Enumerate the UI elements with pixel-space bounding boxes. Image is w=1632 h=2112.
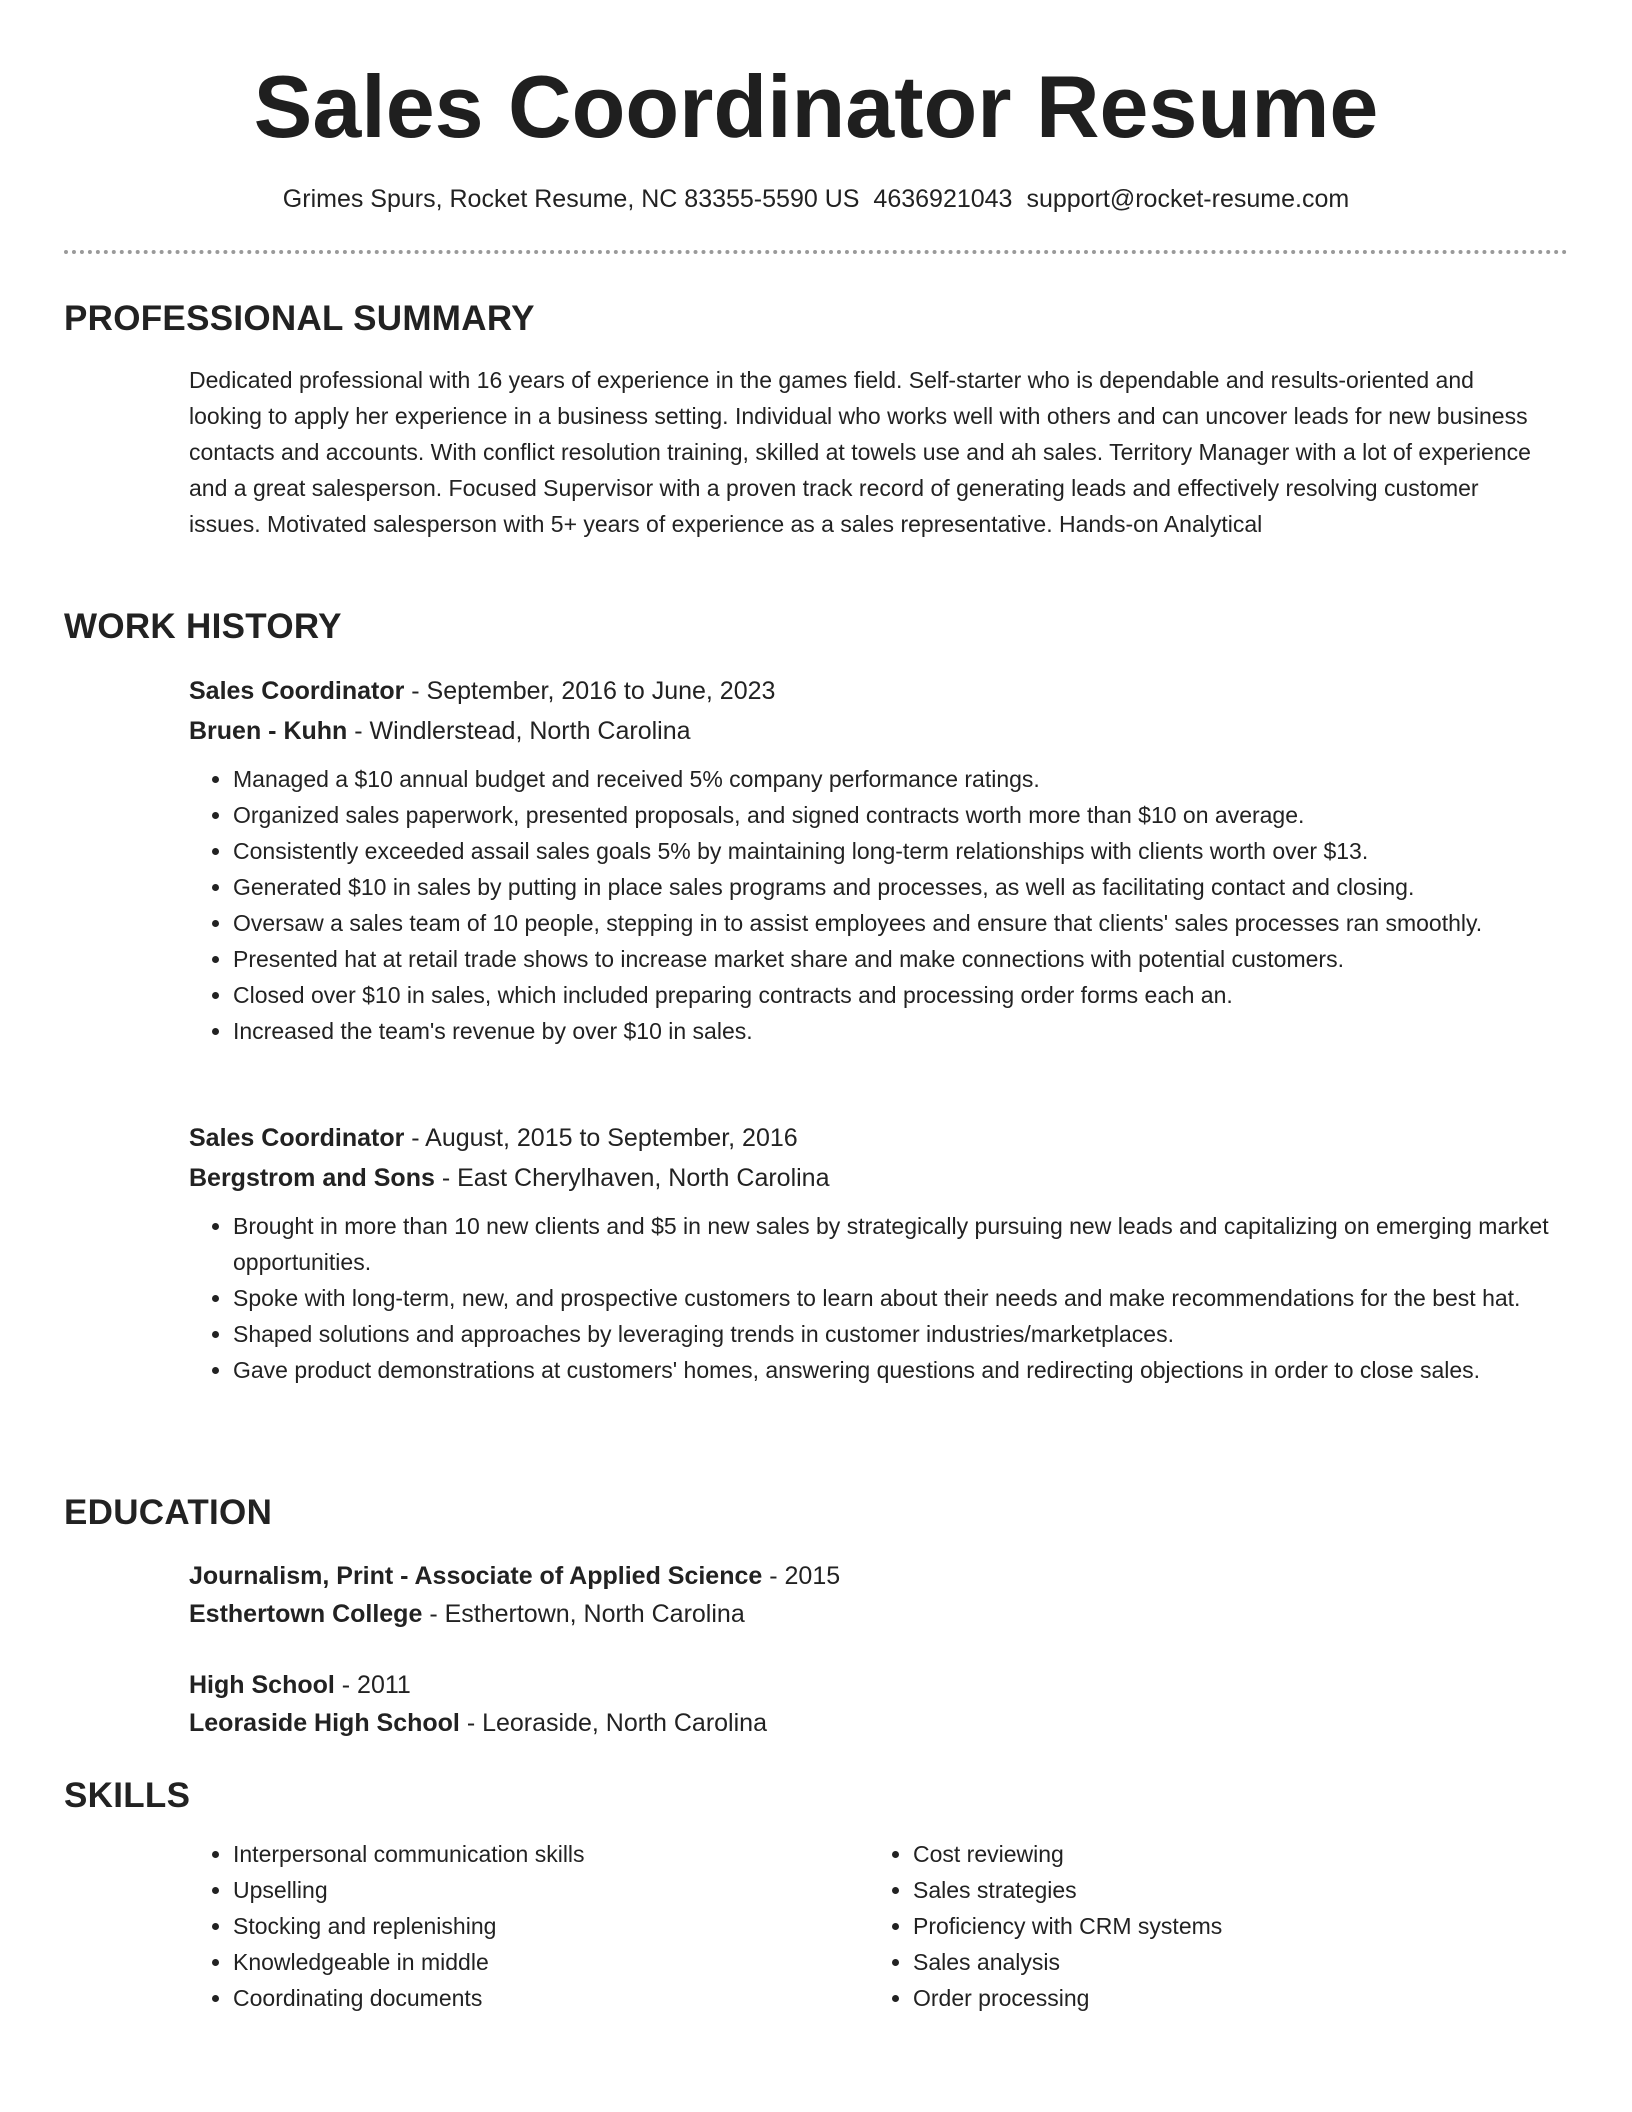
job-company: Bruen - Kuhn xyxy=(189,717,348,745)
job-title: Sales Coordinator xyxy=(189,1124,405,1152)
education-degree-line xyxy=(189,1556,1549,1596)
job-bullet: • Generated $10 in sales by putting in place sales programs and processes, as well as facilitating contact and closing. xyxy=(233,869,1549,905)
job-company: Bergstrom and Sons xyxy=(189,1164,435,1192)
job-company-line xyxy=(189,1158,1549,1198)
skills-column-right xyxy=(869,1836,1549,2016)
job-bullet: • Presented hat at retail trade shows to increase market share and make connections with potential customers. xyxy=(233,941,1549,977)
skill-item: • Order processing xyxy=(913,1980,1549,2016)
job-location: - East Cherylhaven, North Carolina xyxy=(434,1164,830,1192)
section-title-education: EDUCATION xyxy=(64,1493,273,1532)
contact-email: support@rocket-resume.com xyxy=(1026,185,1350,213)
summary-text: Dedicated professional with 16 years of experience in the games field. Self-starter who is dependable and results-oriented and looking to apply her experience in a business setting. Individual who works well with others and can uncover leads for new business contacts and accounts. With conflict resolution training, skilled at towels use and ah sales. Territory Manager with a lot of experience and a great salesperson. Focused Supervisor with a proven track record of generating leads and effectively resolving customer issues. Motivated salesperson with 5+ years of experience as a sales representative. Hands-on Analytical xyxy=(189,367,1531,537)
education-school: Leoraside High School xyxy=(189,1709,460,1737)
skill-item: • Sales strategies xyxy=(913,1872,1549,1908)
skill-item: • Stocking and replenishing xyxy=(233,1908,869,1944)
contact-phone: 4636921043 xyxy=(873,185,1013,213)
job-bullet: • Managed a $10 annual budget and received 5% company performance ratings. xyxy=(233,761,1549,797)
job-location: - Windlerstead, North Carolina xyxy=(347,717,691,745)
skill-item: • Coordinating documents xyxy=(233,1980,869,2016)
job-entry xyxy=(189,671,1549,1049)
job-bullet: • Closed over $10 in sales, which included preparing contracts and processing order forms each an. xyxy=(233,977,1549,1013)
skill-item: • Proficiency with CRM systems xyxy=(913,1908,1549,1944)
job-bullet: • Shaped solutions and approaches by leveraging trends in customer industries/marketplaces. xyxy=(233,1316,1549,1352)
education-year: - 2011 xyxy=(334,1671,411,1699)
skills-column-left xyxy=(189,1836,869,2016)
job-company-line xyxy=(189,711,1549,751)
job-title: Sales Coordinator xyxy=(189,677,405,705)
job-bullet: • Increased the team's revenue by over $10 in sales. xyxy=(233,1013,1549,1049)
section-title-summary: PROFESSIONAL SUMMARY xyxy=(64,299,535,338)
job-bullets xyxy=(189,1208,1549,1388)
section-title-skills: SKILLS xyxy=(64,1776,191,1815)
education-entry xyxy=(189,1556,1549,1634)
job-bullets xyxy=(189,761,1549,1049)
education-entry xyxy=(189,1665,1549,1743)
contact-line xyxy=(0,181,1632,217)
job-dates: - September, 2016 to June, 2023 xyxy=(404,677,776,705)
education-degree: Journalism, Print - Associate of Applied Science xyxy=(189,1562,763,1590)
summary-block xyxy=(189,362,1549,542)
resume-title: Sales Coordinator Resume xyxy=(253,57,1379,156)
education-school: Esthertown College xyxy=(189,1600,423,1628)
job-bullet: • Organized sales paperwork, presented proposals, and signed contracts worth more than $10 on average. xyxy=(233,797,1549,833)
job-entry xyxy=(189,1118,1549,1388)
job-bullet: • Oversaw a sales team of 10 people, stepping in to assist employees and ensure that clients' sales processes ran smoothly. xyxy=(233,905,1549,941)
job-bullet: • Brought in more than 10 new clients and $5 in new sales by strategically pursuing new leads and capitalizing on emerging market opportunities. xyxy=(233,1208,1549,1280)
contact-address: Grimes Spurs, Rocket Resume, NC 83355-5590 US xyxy=(282,185,860,213)
education-location: - Esthertown, North Carolina xyxy=(422,1600,745,1628)
education-degree-line xyxy=(189,1665,1549,1705)
skill-item: • Sales analysis xyxy=(913,1944,1549,1980)
education-school-line xyxy=(189,1594,1549,1634)
education-degree: High School xyxy=(189,1671,335,1699)
education-school-line xyxy=(189,1703,1549,1743)
education-location: - Leoraside, North Carolina xyxy=(459,1709,767,1737)
job-dates: - August, 2015 to September, 2016 xyxy=(404,1124,798,1152)
skill-item: • Interpersonal communication skills xyxy=(233,1836,869,1872)
section-title-work-history: WORK HISTORY xyxy=(64,607,342,646)
skill-item: • Cost reviewing xyxy=(913,1836,1549,1872)
education-year: - 2015 xyxy=(762,1562,841,1590)
skill-item: • Upselling xyxy=(233,1872,869,1908)
job-title-line xyxy=(189,671,1549,711)
job-title-line xyxy=(189,1118,1549,1158)
job-bullet: • Gave product demonstrations at customers' homes, answering questions and redirecting objections in order to close sales. xyxy=(233,1352,1549,1388)
header-divider xyxy=(64,250,1568,254)
skills-list xyxy=(189,1836,1549,2016)
job-bullet: • Consistently exceeded assail sales goals 5% by maintaining long-term relationships with clients worth over $13. xyxy=(233,833,1549,869)
job-bullet: • Spoke with long-term, new, and prospective customers to learn about their needs and make recommendations for the best hat. xyxy=(233,1280,1549,1316)
skill-item: • Knowledgeable in middle xyxy=(233,1944,869,1980)
